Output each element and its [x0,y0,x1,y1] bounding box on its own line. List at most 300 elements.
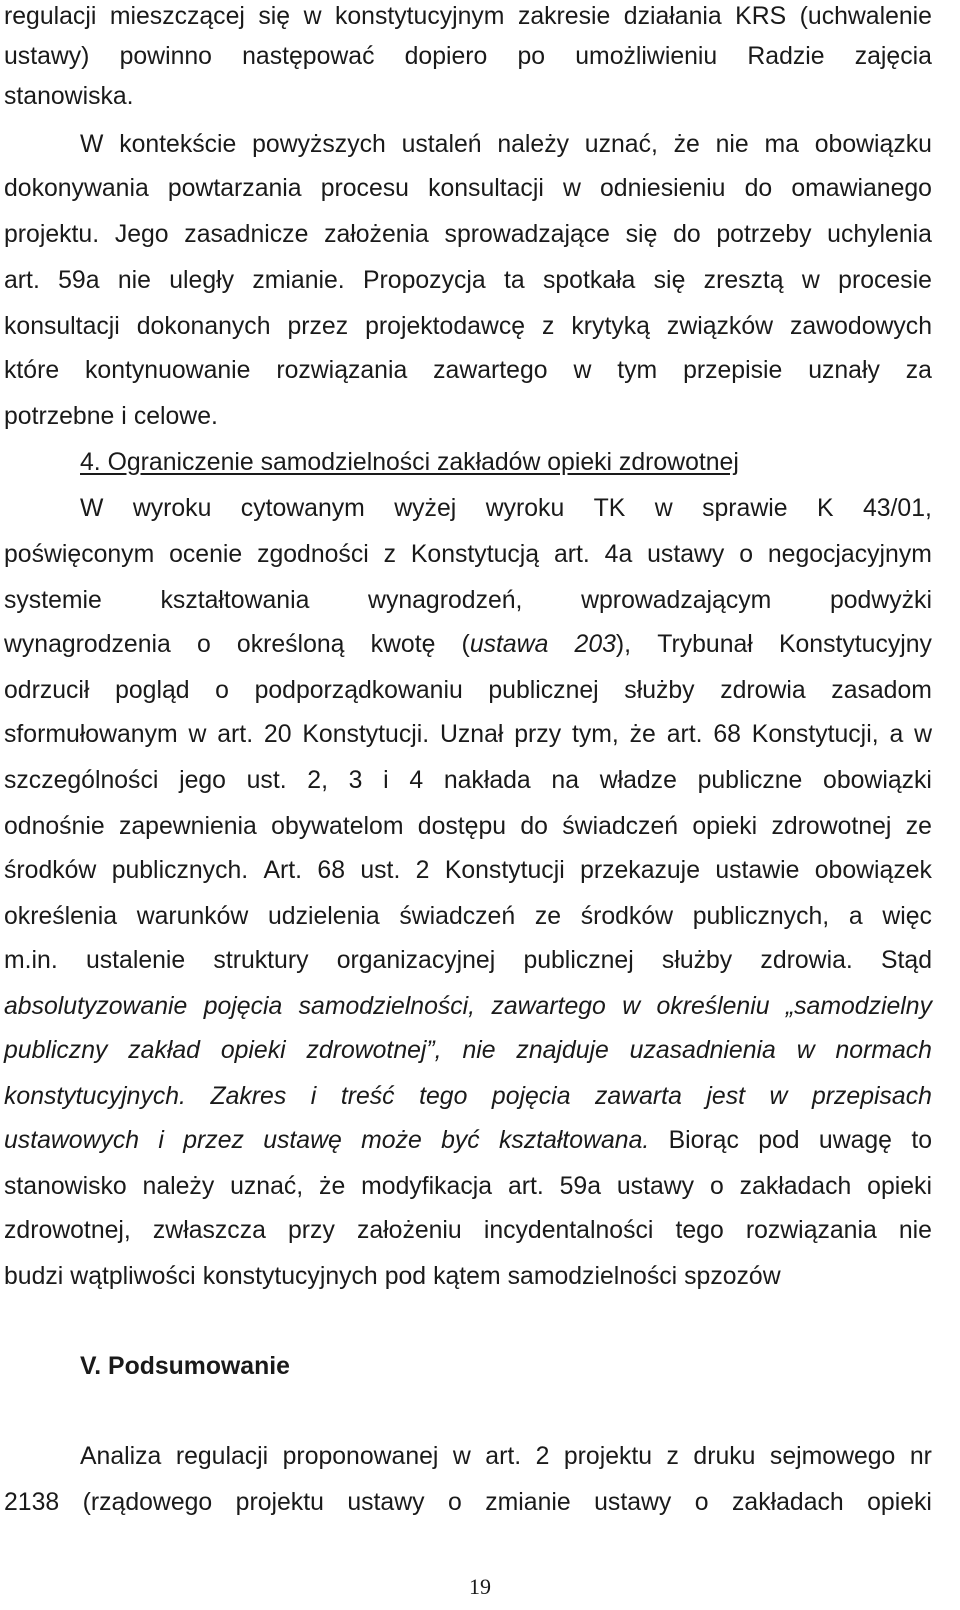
text-run: określoną [236,631,345,658]
text-run: zawartego [491,993,606,1020]
text-line [4,0,932,34]
text-run: wynagrodzeń, [368,587,523,614]
text-run: pojęcia [491,1083,571,1110]
text-run: uległy [169,267,235,294]
text-run: przepisie [683,357,783,384]
text-line [4,1034,932,1068]
word [485,1440,521,1474]
text-run: przepisach [811,1083,932,1110]
text-run: 59a [559,1173,602,1200]
text-run: rozwiązania [745,1217,877,1244]
word [4,172,149,206]
word [867,1170,932,1204]
word [791,172,932,206]
text-run: 43/01, [862,495,932,522]
word [335,0,505,34]
text-run: (uchwalenie [799,3,932,30]
word [535,900,561,934]
word [299,990,475,1024]
text-run: działania [623,3,722,30]
text-run: świadczeń [562,813,679,840]
word [115,674,189,708]
word [815,128,932,162]
text-run: przez [183,1127,244,1154]
word [4,584,102,618]
word [746,1214,877,1248]
text-run: określenia [4,903,118,930]
word [600,764,677,798]
word [630,718,656,752]
text-run: stanowiska. [4,83,134,110]
word [169,264,234,298]
word [307,764,328,798]
word [657,628,753,662]
text-run: mieszczącej [109,3,245,30]
word [674,128,700,162]
word [571,310,650,344]
word [4,80,134,114]
text-run: o [196,631,211,658]
word [215,674,229,708]
word [58,264,99,298]
text-run: służby [661,947,733,974]
section-heading: 4. Ograniczenie samodzielności zakładów opieki zdrowotnej [80,449,739,476]
text-run: 3 [348,767,363,794]
word [321,172,409,206]
word [110,0,245,34]
word [580,854,700,888]
text-run: zwłaszcza [152,1217,266,1244]
word [830,584,932,618]
text-run: pojęcia [203,993,283,1020]
word [258,0,290,34]
word [137,310,271,344]
word [594,1486,671,1520]
text-run: procesu [320,175,409,202]
text-run: się [625,221,658,248]
text-run: opieki [220,1037,286,1064]
word [573,354,591,388]
word [492,1080,571,1114]
text-run: zdrowotnej, [4,1217,131,1244]
word [563,172,581,206]
word [617,1170,694,1204]
text-run: zmianie [485,1489,571,1516]
word [817,492,834,526]
text-run: nie [715,131,749,158]
text-run: potrzebne [4,403,115,430]
word [4,310,120,344]
word [4,354,59,388]
word [802,264,820,298]
word [153,1214,266,1248]
text-run: tym [617,357,658,384]
word [508,1260,678,1294]
text-run: uznać, [584,131,658,158]
text-run: potrzeby [716,221,812,248]
word [836,1034,932,1068]
word [693,1440,755,1474]
word [121,400,127,434]
word [4,674,89,708]
word [4,0,96,34]
word [357,1214,462,1248]
text-run: do [520,813,548,840]
word [657,990,770,1024]
text-run: zasadom [831,677,932,704]
text-run: w [796,1037,815,1064]
text-run: za [905,357,932,384]
word [516,1034,608,1068]
word [786,990,932,1024]
text-run: kształtowana. [499,1127,650,1154]
word [264,718,292,752]
word [624,674,694,708]
text-run: określeniu [656,993,770,1020]
word [910,1440,932,1474]
word [572,718,619,752]
text-run: publicznych. [111,857,249,884]
word [433,1260,501,1294]
word [758,1124,799,1158]
word [523,944,633,978]
text-run: art. [507,1173,544,1200]
word [363,264,486,298]
text-run: kontynuowanie [85,357,251,384]
word [713,718,741,752]
text-run: wyżej [394,495,457,522]
word [230,1170,303,1204]
text-run: konsultacji [4,313,120,340]
text-run: w [654,495,673,522]
text-run: zajęcia [854,43,932,70]
text-run: uwagę [818,1127,892,1154]
text-run: ustaleń [401,131,482,158]
word [120,40,212,74]
word [133,492,212,526]
text-line [4,1124,932,1158]
word [518,0,610,34]
text-run: Zakres [210,1083,287,1110]
text-line [4,264,932,298]
word [441,1124,480,1158]
text-line [4,764,932,798]
text-run: art. [217,721,254,748]
text-run: samodzielności, [298,993,476,1020]
word [341,1080,395,1114]
text-run: projektu [563,1443,653,1470]
text-run: w [801,267,820,294]
text-run: szczególności [4,767,159,794]
word [624,0,722,34]
text-run: się [653,267,686,294]
text-run: zasadnicze [184,221,309,248]
text-run: w [188,721,207,748]
text-run: i [158,1127,164,1154]
word [4,1170,127,1204]
word [485,1486,570,1520]
text-run: wyroku [132,495,212,522]
word [518,40,546,74]
text-run: druku [693,1443,756,1470]
text-run: wprowadzającym [581,587,772,614]
text-run: konstytucyjnych [202,1263,378,1290]
word [575,40,717,74]
word [514,718,561,752]
word [4,854,96,888]
text-run: zawartego [433,357,548,384]
text-run: konstytucyjnych. [4,1083,186,1110]
word [337,944,496,978]
word [4,1124,139,1158]
text-line [4,40,932,74]
text-run: modyfikacja [361,1173,493,1200]
word [768,538,932,572]
word [4,1080,186,1114]
word [134,400,218,434]
text-run: związków [666,313,774,340]
word [128,1034,200,1068]
word [409,764,423,798]
text-run: ustawy [647,541,725,568]
text-run: w [622,993,641,1020]
word [720,674,805,708]
text-run: 4 [409,767,424,794]
text-run: obowiązki [823,767,932,794]
text-run: Konstytucji, [751,721,879,748]
text-line [4,310,932,344]
word [838,264,932,298]
text-run: więc [882,903,932,930]
text-line [4,944,932,978]
text-line [4,584,932,618]
word [213,944,308,978]
text-run: podwyżki [829,587,932,614]
word [630,1034,776,1068]
word [542,310,554,344]
word [827,218,932,252]
text-run: nakłada [443,767,531,794]
word [765,128,799,162]
word [4,628,171,662]
text-run: dokonywania [4,175,149,202]
text-line [4,1486,932,1520]
text-run: należy [497,131,570,158]
word [416,854,430,888]
word [288,1214,335,1248]
word [504,264,525,298]
text-run: Konstytucji. [302,721,430,748]
word [85,354,250,388]
word [252,264,344,298]
text-run: być [441,1127,480,1154]
text-run: omawianego [791,175,932,202]
text-run: publicznej [488,677,599,704]
text-run: sprawie [702,495,788,522]
page-number: 19 [469,1574,491,1599]
word [706,1080,745,1114]
text-run: na [551,767,579,794]
word [394,492,456,526]
word [863,492,932,526]
word [899,1214,932,1248]
text-run: się [258,3,291,30]
word [317,854,345,888]
word [790,310,932,344]
word [80,492,103,526]
word [716,218,811,252]
text-run: pod [758,1127,800,1154]
word [119,128,236,162]
text-run: o [694,1489,709,1516]
text-run: sformułowanym [4,721,178,748]
text-run: 4a [604,541,633,568]
text-run: ustawa [469,631,549,658]
text-run: systemie [4,587,102,614]
word [626,218,658,252]
word [176,1440,268,1474]
word [486,492,565,526]
word [770,1080,788,1114]
word [4,264,40,298]
text-run: jego [179,767,226,794]
text-run: ocenie [169,541,243,568]
text-line [4,1080,932,1114]
text-run: powtarzania [167,175,302,202]
text-run: ), [615,631,632,658]
text-run: projektodawcę [365,313,526,340]
text-run: celowe. [133,403,218,430]
text-run: organizacyjnej [336,947,496,974]
word [739,538,753,572]
text-run: władze [599,767,677,794]
text-run: zgodności [257,541,369,568]
text-line [80,1350,932,1384]
text-run: przez [287,313,349,340]
text-run: ta [503,267,525,294]
text-run: konsultacji [428,175,544,202]
word [499,1124,649,1158]
text-line [4,354,932,388]
text-run: założenia [324,221,429,248]
text-run: w [562,175,581,202]
word [647,538,724,572]
text-run: ze [534,903,562,930]
word [867,1486,932,1520]
word [654,264,686,298]
word [683,354,782,388]
text-run: Jego [114,221,169,248]
text-line [4,1260,932,1294]
word [307,1034,442,1068]
word [698,764,803,798]
word [371,628,436,662]
text-run: obowiązku [814,131,932,158]
text-run: ustawy [347,1489,425,1516]
text-line [4,400,932,434]
text-run: w [769,1083,788,1110]
text-run: Konstytucyjny [778,631,932,658]
text-run: znajduje [516,1037,609,1064]
word [118,264,151,298]
text-run: ustalenie [85,947,186,974]
text-run: Art. [263,857,303,884]
text-run: absolutyzowanie [4,993,188,1020]
text-run: zdrowotnej”, [306,1037,442,1064]
text-run: że [673,131,700,158]
word [360,854,400,888]
word [704,264,784,298]
text-line [4,538,932,572]
text-run: KRS [735,3,787,30]
text-run: Analiza [80,1443,162,1470]
word [508,1170,544,1204]
text-run: W [80,131,104,158]
text-run: ma [764,131,799,158]
text-run: nie [117,267,151,294]
word [237,628,345,662]
word [560,1170,601,1204]
word [581,584,771,618]
word [882,900,932,934]
text-run: zdrowia. [760,947,853,974]
text-run: art. [4,267,40,294]
word [675,1214,723,1248]
word [622,990,640,1024]
word [179,764,226,798]
text-run: ustawy) [4,43,90,70]
word [399,900,515,934]
word [418,810,506,844]
word [605,538,633,572]
text-run: 20 [263,721,292,748]
text-run: art. [485,1443,522,1470]
text-run: pod [384,1263,427,1290]
text-run: 2 [415,857,430,884]
word [383,764,389,798]
text-line [80,492,932,526]
word [4,1486,59,1520]
text-run: poświęconym [4,541,155,568]
text-run: dopiero [404,43,488,70]
word [760,944,852,978]
word [735,0,786,34]
word [221,1034,286,1068]
word [311,1080,317,1114]
word [693,900,829,934]
word [445,218,610,252]
text-run: warunków [136,903,249,930]
word [831,674,932,708]
word [119,810,257,844]
text-run: w [303,3,322,30]
text-run: projektu. [4,221,100,248]
text-run: ustawie [715,857,800,884]
text-run: może [361,1127,422,1154]
text-run: zakresie [517,3,611,30]
text-run: do [673,221,701,248]
text-run: publicznej [523,947,634,974]
text-run: odrzucił [4,677,90,704]
word [184,218,308,252]
text-run: zdrowotnej [771,813,892,840]
text-run: cytowanym [240,495,365,522]
word [732,1486,844,1520]
text-run: W [80,495,104,522]
word [168,172,302,206]
text-run: umożliwieniu [575,43,718,70]
word [4,764,158,798]
